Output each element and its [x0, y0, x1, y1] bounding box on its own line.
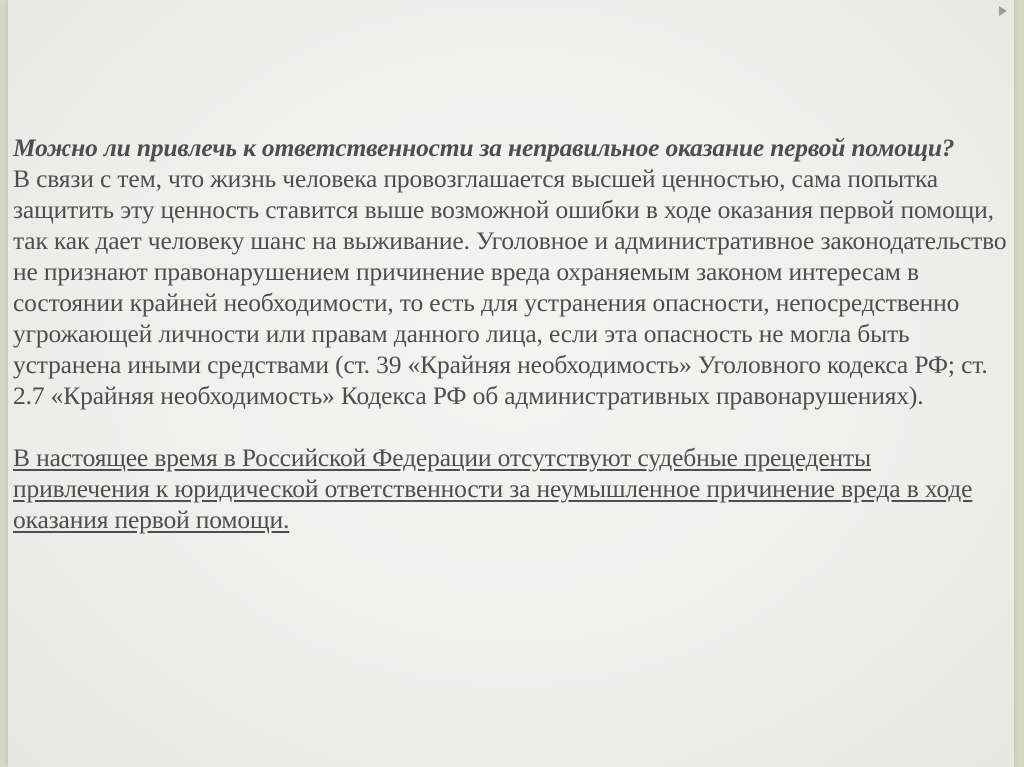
explanation-paragraph: В связи с тем, что жизнь человека провозглашается высшей ценностью, сама попытка защитить эту ценность ставится выше возможной ошибки в ходе оказания первой помощи, так как дает человеку шанс на выживание. Уголовное и административное законодательство не признают правонарушением причинение вреда охраняемым законом интересам в состоянии крайней необходимости, то есть для устранения опасности, непосредственно угрожающей личности или правам данного лица, если эта опасность не могла быть устранена иными средствами (ст. 39 «Крайняя необходимость» Уголовного кодекса РФ; ст. 2.7 «Крайняя необходимость» Кодекса РФ об административных правонарушениях).	[13, 164, 1007, 410]
paragraph-spacer	[13, 411, 1013, 442]
slide	[8, 0, 1014, 767]
precedent-note: В настоящее время в Российской Федерации отсутствуют судебные прецеденты привлечения к юридической ответственности за неумышленное причинение вреда в ходе оказания первой помощи.	[13, 443, 973, 534]
slide-content	[13, 132, 1013, 535]
question-heading: Можно ли привлечь к ответственности за неправильное оказание первой помощи?	[13, 133, 955, 162]
triangle-right-icon	[999, 6, 1007, 16]
